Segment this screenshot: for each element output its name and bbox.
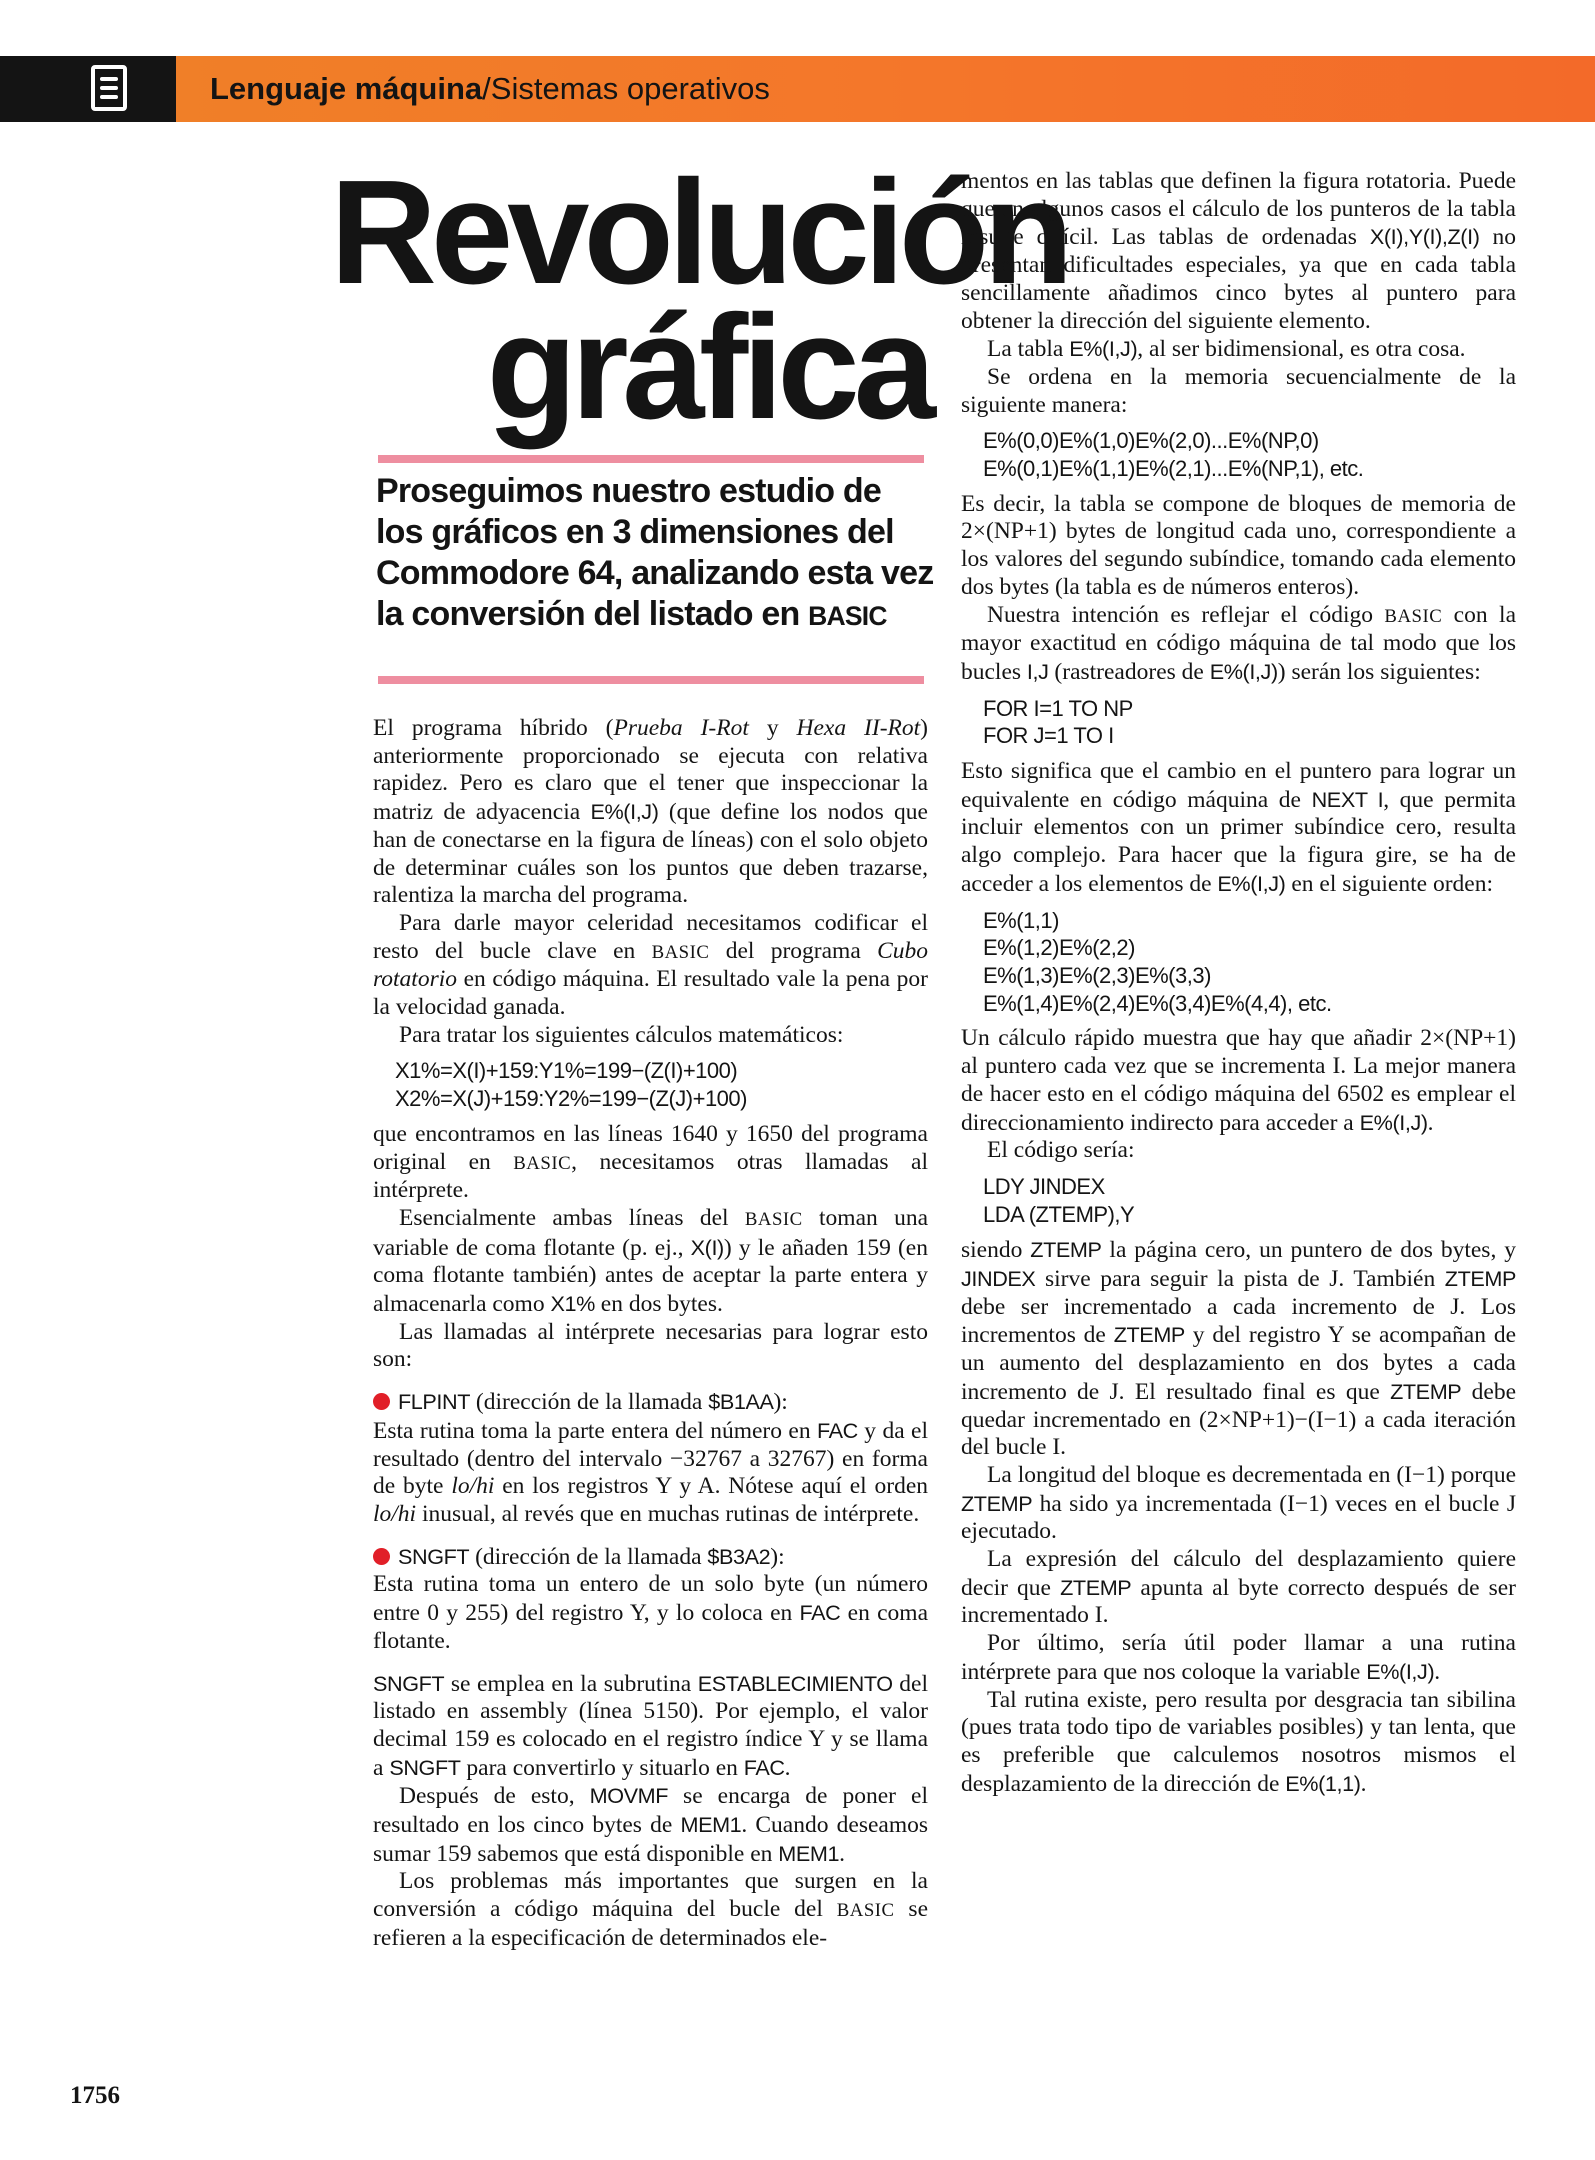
paragraph: Después de esto, MOVMF se encarga de poner el resultado en los cinco bytes de MEM1. Cuando deseamos sumar 159 sabemos que está disponible en MEM1. bbox=[373, 1783, 929, 1867]
page-number: 1756 bbox=[70, 2082, 120, 2109]
paragraph: La tabla E%(I,J), al ser bidimensional, es otra cosa. bbox=[987, 336, 1466, 363]
paragraph: Se ordena en la memoria secuencialmente de la siguiente manera: bbox=[961, 363, 1516, 418]
code-block: X1%=X(I)+159:Y1%=199−(Z(I)+100) X2%=X(J)+159:Y2%=199−(Z(J)+100) bbox=[395, 1058, 747, 1112]
paragraph: SNGFT se emplea en la subrutina ESTABLECIMIENTO del listado en assembly (línea 5150). Por ejemplo, el valor decimal 159 es colocado en el registro índice Y y se llama a SNGFT para convertirlo y situarlo en FAC. bbox=[373, 1670, 928, 1781]
lead-rule-bottom bbox=[378, 676, 924, 684]
code-block: E%(0,0)E%(1,0)E%(2,0)...E%(NP,0) E%(0,1)E%(1,1)E%(2,1)...E%(NP,1), etc. bbox=[983, 428, 1364, 482]
paragraph: La longitud del bloque es decrementada en (I−1) porque ZTEMP ha sido ya incrementada (I−1) veces en el bucle J ejecutado. bbox=[961, 1461, 1516, 1545]
code-block: LDY JINDEX LDA (ZTEMP),Y bbox=[983, 1173, 1135, 1227]
bullet-dot-icon bbox=[373, 1393, 390, 1410]
paragraph: siendo ZTEMP la página cero, un puntero de dos bytes, y JINDEX sirve para seguir la pista de J. También ZTEMP debe ser incrementado a cada incremento de J. Los incrementos de ZTEMP y del registro Y se acompañan de un aumento del desplazamiento en dos bytes a cada incremento de J. El resultado final es que ZTEMP debe quedar incrementado en (2×NP+1)−(I−1) a cada iteración del bucle I. bbox=[961, 1237, 1516, 1461]
paragraph: Para tratar los siguientes cálculos matemáticos: bbox=[399, 1021, 844, 1048]
paragraph: El código sería: bbox=[987, 1137, 1135, 1164]
bullet-item: FLPINT (dirección de la llamada $B1AA): Esta rutina toma la parte entera del número en FAC y da el resultado (dentro del intervalo −32767 a 32767) en forma de byte lo/hi en los registros Y y A. Nótese aquí el orden lo/hi inusual, al revés que en muchas rutinas de intérprete. bbox=[373, 1389, 929, 1527]
paragraph: mentos en las tablas que definen la figura rotatoria. Puede que en algunos casos el cálculo de los punteros de la tabla resulte difícil. Las tablas de ordenadas X(I),Y(I),Z(I) no presentan dificultades especiales, ya que en cada tabla sencillamente añadimos cinco bytes al puntero para obtener la dirección del siguiente elemento. bbox=[961, 168, 1517, 334]
article-title bbox=[330, 150, 1068, 450]
body-column-right bbox=[961, 168, 1516, 1798]
lead-rule-top bbox=[378, 455, 924, 463]
paragraph: La expresión del cálculo del desplazamiento quiere decir que ZTEMP apunta al byte correcto después de ser incrementado I. bbox=[961, 1546, 1516, 1629]
paragraph: Es decir, la tabla se compone de bloques de memoria de 2×(NP+1) bytes de longitud cada uno, correspondiente a los valores del segundo subíndice, tomando cada elemento dos bytes (la tabla es de números enteros). bbox=[961, 490, 1516, 600]
paragraph: Tal rutina existe, pero resulta por desgracia tan sibilina (pues trata todo tipo de variables posibles) y tan lenta, que es preferible que calculemos nosotros mismos el desplazamiento de la dirección de E%(1,1). bbox=[961, 1686, 1516, 1797]
section-header-black-block bbox=[0, 56, 176, 122]
article-title-line-2: gráfica bbox=[486, 285, 930, 450]
paragraph: Un cálculo rápido muestra que hay que añadir 2×(NP+1) al puntero cada vez que se incrementa I. La mejor manera de hacer esto en el código máquina del 6502 es emplear el direccionamiento indirecto para acceder a E%(I,J). bbox=[961, 1025, 1516, 1136]
bullet-item: SNGFT (dirección de la llamada $B3A2): Esta rutina toma un entero de un solo byte (un número entre 0 y 255) del registro Y, y lo coloca en FAC en coma flotante. bbox=[373, 1543, 928, 1654]
paragraph: Nuestra intención es reflejar el código BASIC con la mayor exactitud en código máquina de tal modo que los bucles I,J (rastreadores de E%(I,J)) serán los siguientes: bbox=[961, 601, 1516, 685]
paragraph: Esencialmente ambas líneas del BASIC toman una variable de coma flotante (p. ej., X(I)) y le añaden 159 (en coma flotante también) antes de aceptar la parte entera y almacenarla como X1% en dos bytes. bbox=[373, 1204, 928, 1318]
paragraph: El programa híbrido (Prueba I-Rot y Hexa II-Rot) anteriormente proporcionado se ejecuta con relativa rapidez. Pero es claro que el tener que inspeccionar la matriz de adyacencia E%(I,J) (que define los nodos que han de conectarse en la figura de líneas) con el solo objeto de determinar cuáles son los puntos que deben trazarse, ralentiza la marcha del programa. bbox=[373, 715, 928, 909]
paragraph: Los problemas más importantes que surgen en la conversión a código máquina del bucle del BASIC se refieren a la especificación de determinados ele- bbox=[373, 1868, 928, 1951]
paragraph: Esto significa que el cambio en el puntero para lograr un equivalente en código máquina de NEXT I, que permita incluir elementos con un primer subíndice cero, resulta algo complejo. Para hacer que la figura gire, se ha de acceder a los elementos de E%(I,J) en el siguiente orden: bbox=[961, 758, 1516, 897]
section-title: Lenguaje máquina/Sistemas operativos bbox=[210, 71, 770, 106]
paragraph: que encontramos en las líneas 1640 y 1650 del programa original en BASIC, necesitamos otras llamadas al intérprete. bbox=[373, 1120, 928, 1204]
computer-icon bbox=[91, 65, 127, 111]
paragraph: Por último, sería útil poder llamar a una rutina intérprete para que nos coloque la variable E%(I,J). bbox=[961, 1630, 1516, 1685]
article-title-line-1: Revolución bbox=[330, 150, 1068, 315]
code-block: FOR I=1 TO NP FOR J=1 TO I bbox=[983, 695, 1133, 749]
paragraph: Para darle mayor celeridad necesitamos codificar el resto del bucle clave en BASIC del programa Cubo rotatorio en código máquina. El resultado vale la pena por la velocidad ganada. bbox=[373, 909, 928, 1021]
lead-paragraph: Proseguimos nuestro estudio de los gráficos en 3 dimensiones del Commodore 64, analizando esta vez la conversión del listado en BASIC bbox=[376, 472, 934, 633]
paragraph: Las llamadas al intérprete necesarias para lograr esto son: bbox=[373, 1318, 928, 1373]
bullet-dot-icon bbox=[373, 1548, 390, 1565]
body-column-left bbox=[373, 715, 928, 1953]
code-block: E%(1,1) E%(1,2)E%(2,2) E%(1,3)E%(2,3)E%(3,3) E%(1,4)E%(2,4)E%(3,4)E%(4,4), etc. bbox=[983, 907, 1332, 1016]
